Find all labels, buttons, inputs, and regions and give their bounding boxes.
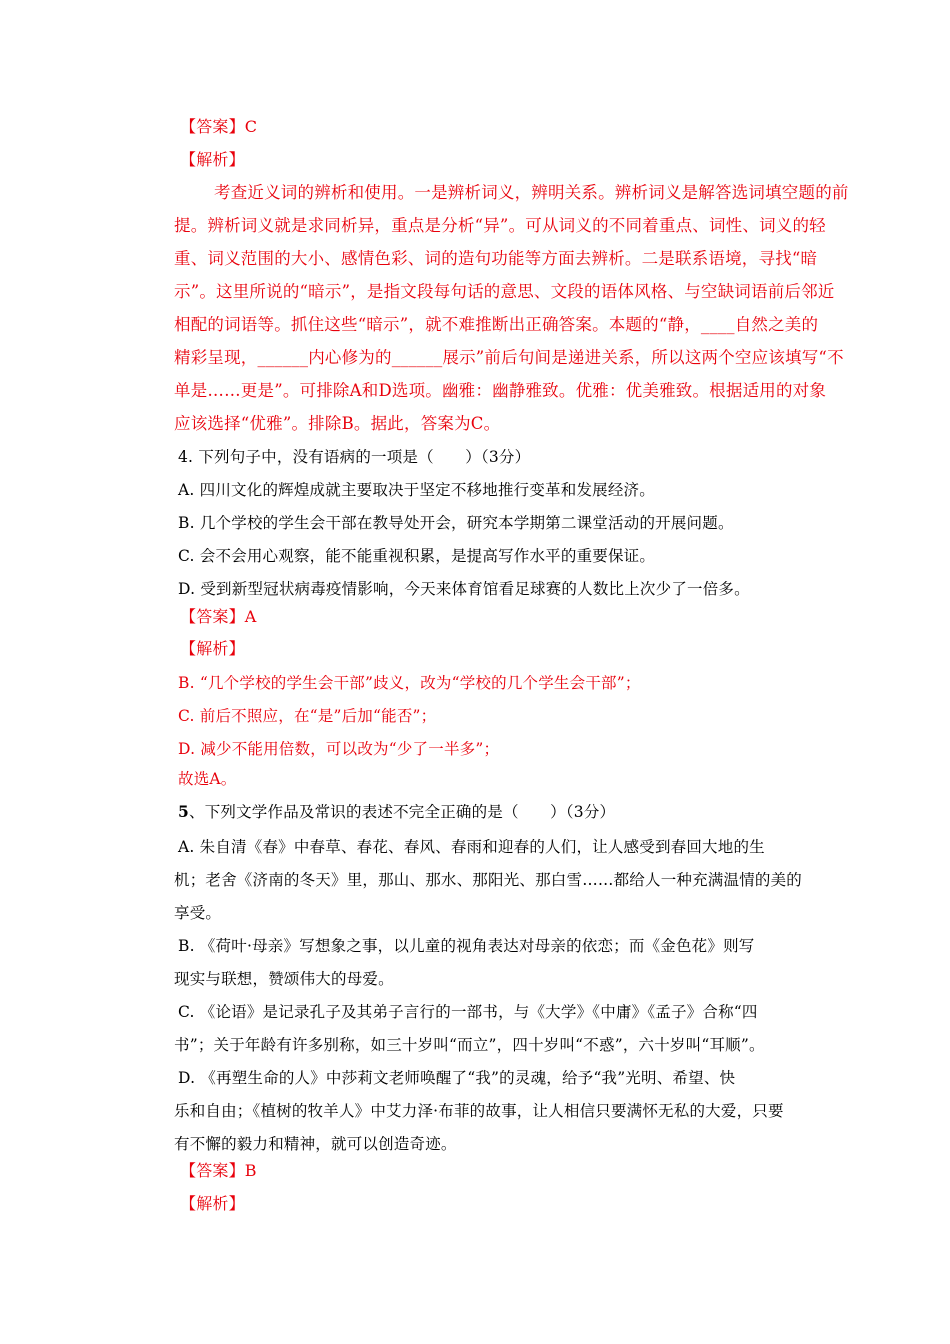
q3-analysis-line: 考查近义词的辨析和使用。一是辨析词义，辨明关系。辨析词义是解答选词填空题的前 [214, 183, 849, 202]
q3-analysis-line: 精彩呈现，______内心修为的______展示”前后句间是递进关系，所以这两个空应该填写“不 [174, 348, 844, 367]
q3-analysis-line: 示”。这里所说的“暗示”，是指文段每句话的意思、文段的语体风格、与空缺词语前后邻近 [174, 282, 835, 301]
q3-analysis-line: 提。辨析词义就是求同析异，重点是分析“异”。可从词义的不同着重点、词性、词义的轻 [174, 216, 826, 235]
q5-option-line: 现实与联想，赞颂伟大的母爱。 [174, 970, 394, 988]
q4-stem: 4. 下列句子中，没有语病的一项是（ ）（3分） [178, 448, 531, 466]
q4-option-c: C. 会不会用心观察，能不能重视积累，是提高写作水平的重要保证。 [178, 547, 656, 565]
q5-analysis-label: 【解析】 [180, 1194, 245, 1213]
q3-analysis-line: 应该选择“优雅”。排除B。据此，答案为C。 [174, 414, 501, 433]
q5-option-line: 乐和自由；《植树的牧羊人》中艾力泽·布菲的故事，让人相信只要满怀无私的大爱，只要 [174, 1102, 784, 1120]
q5-stem [178, 802, 615, 822]
q5-option-line: 机；老舍《济南的冬天》里，那山、那水、那阳光、那白雪……都给人一种充满温情的美的 [174, 871, 803, 889]
q5-option-line: A. 朱自清《春》中春草、春花、春风、春雨和迎春的人们，让人感受到春回大地的生 [178, 838, 765, 856]
q4-analysis-line: 故选A。 [178, 770, 237, 788]
q5-option-line: 书”；关于年龄有许多别称，如三十岁叫“而立”，四十岁叫“不惑”，六十岁叫“耳顺”。 [174, 1036, 765, 1054]
q4-answer: 【答案】A [180, 607, 257, 626]
q5-stem-text: 、下列文学作品及常识的表述不完全正确的是（ ）（3分） [189, 803, 616, 821]
q5-option-line: C. 《论语》是记录孔子及其弟子言行的一部书，与《大学》《中庸》《孟子》合称“四 [178, 1003, 758, 1021]
q4-option-d: D. 受到新型冠状病毒疫情影响，今天来体育馆看足球赛的人数比上次少了一倍多。 [178, 580, 750, 598]
q4-analysis-line: D. 减少不能用倍数，可以改为“少了一半多”； [178, 740, 500, 758]
q3-analysis-label: 【解析】 [180, 150, 245, 169]
q3-analysis-line: 重、词义范围的大小、感情色彩、词的造句功能等方面去辨析。二是联系语境，寻找“暗 [174, 249, 818, 268]
q3-analysis-line: 单是……更是”。可排除A和D选项。幽雅：幽静雅致。优雅：优美雅致。根据适用的对象 [174, 381, 827, 400]
q5-option-line: D. 《再塑生命的人》中莎莉文老师唤醒了“我”的灵魂，给予“我”光明、希望、快 [178, 1069, 736, 1087]
q5-option-line: B. 《荷叶·母亲》写想象之事，以儿童的视角表达对母亲的依恋；而《金色花》则写 [178, 937, 755, 955]
q4-analysis-label: 【解析】 [180, 639, 245, 658]
q5-option-line: 有不懈的毅力和精神，就可以创造奇迹。 [174, 1135, 457, 1153]
q4-option-a: A. 四川文化的辉煌成就主要取决于坚定不移地推行变革和发展经济。 [178, 481, 655, 499]
q4-option-b: B. 几个学校的学生会干部在教导处开会，研究本学期第二课堂活动的开展问题。 [178, 514, 734, 532]
q5-number: 5 [178, 802, 189, 821]
q5-answer: 【答案】B [180, 1161, 257, 1180]
q4-analysis-line: B. “几个学校的学生会干部”歧义，改为“学校的几个学生会干部”； [178, 674, 641, 692]
q3-answer: 【答案】C [180, 117, 258, 136]
q4-analysis-line: C. 前后不照应，在“是”后加“能否”； [178, 707, 437, 725]
q5-option-line: 享受。 [174, 904, 222, 922]
q3-analysis-line: 相配的词语等。抓住这些“暗示”，就不难推断出正确答案。本题的“静，____自然之美的 [174, 315, 819, 334]
